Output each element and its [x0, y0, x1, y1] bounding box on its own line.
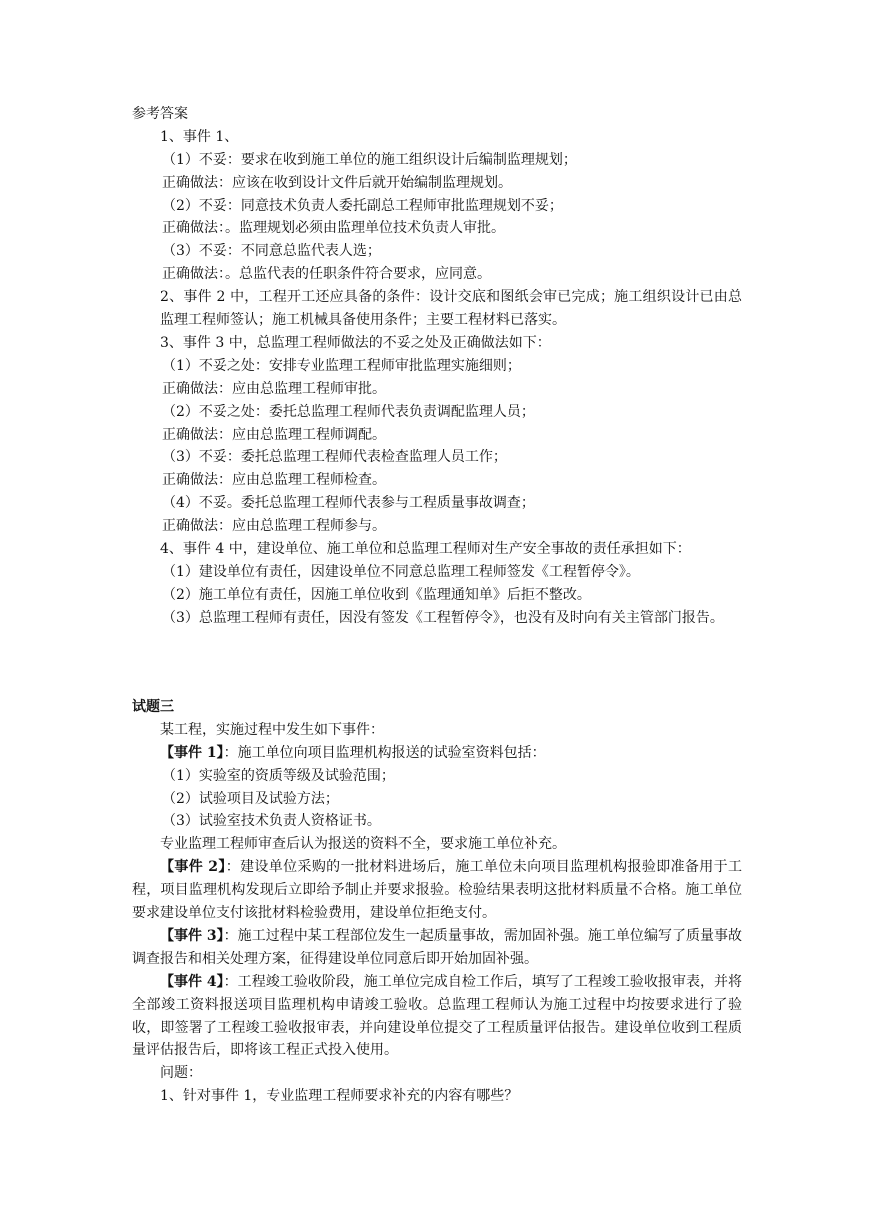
- answer-line: （4）不妥。委托总监理工程师代表参与工程质量事故调查；: [162, 495, 535, 512]
- answer-line: （1）不妥：要求在收到施工单位的施工组织设计后编制监理规划；: [162, 151, 577, 168]
- answer-line: 正确做法：。监理规划必须由监理单位技术负责人审批。: [162, 220, 505, 237]
- answer-line: （2）施工单位有责任，因施工单位收到《监理通知单》后拒不整改。: [162, 586, 591, 603]
- event-1-text: ：施工单位向项目监理机构报送的试验室资料包括：: [223, 744, 546, 761]
- event-3-label: 【事件 3】: [160, 927, 224, 944]
- event-3-text: ：施工过程中某工程部位发生一起质量事故，需加固补强。施工单位编写了质量事故调查报告和相关处理方案，征得建设单位同意后即开始加固补强。: [132, 927, 742, 967]
- answer-line: 正确做法：。总监代表的任职条件符合要求，应同意。: [162, 266, 491, 283]
- question-intro: 某工程，实施过程中发生如下事件：: [160, 721, 384, 738]
- event-2: [132, 856, 742, 925]
- question-section: [132, 696, 742, 1108]
- event-4: [132, 971, 742, 1063]
- event-3: [132, 925, 742, 971]
- question-heading: 试题三: [132, 699, 174, 715]
- answer-line: （3）不妥：委托总监理工程师代表检查监理人员工作；: [162, 449, 507, 466]
- event-2-label: 【事件 2】: [160, 859, 226, 876]
- answer-line: 正确做法：应由总监理工程师调配。: [162, 426, 386, 443]
- answer-line: 正确做法：应由总监理工程师参与。: [162, 518, 386, 535]
- answer-line: （2）不妥之处：委托总监理工程师代表负责调配监理人员；: [162, 403, 535, 420]
- answer-line: 4、事件 4 中，建设单位、施工单位和总监理工程师对生产安全事故的责任承担如下：: [160, 540, 691, 557]
- event-1: [132, 742, 742, 765]
- answer-line: 3、事件 3 中，总监理工程师做法的不妥之处及正确做法如下：: [160, 334, 551, 351]
- event-1-item: （2）试验项目及试验方法；: [162, 790, 339, 807]
- question-1: 1、针对事件 1，专业监理工程师要求补充的内容有哪些？: [160, 1088, 519, 1105]
- answer-paragraph-2: 2、事件 2 中，工程开工还应具备的条件：设计交底和图纸会审已完成；施工组织设计已由总监理工程师签认；施工机械具备使用条件；主要工程材料已落实。: [160, 289, 742, 329]
- answer-line: （2）不妥：同意技术负责人委托副总工程师审批监理规划不妥；: [162, 197, 563, 214]
- answer-heading: 参考答案: [132, 106, 188, 122]
- event-2-text: ：建设单位采购的一批材料进场后，施工单位未向项目监理机构报验即准备用于工程，项目监理机构发现后立即给予制止并要求报验。检验结果表明这批材料质量不合格。施工单位要求建设单位支付该批材料检验费用，建设单位拒绝支付。: [132, 859, 742, 922]
- answer-line: 1、事件 1、: [160, 128, 239, 145]
- answer-line: 正确做法：应该在收到设计文件后就开始编制监理规划。: [162, 174, 512, 191]
- event-1-item: （1）实验室的资质等级及试验范围；: [162, 767, 395, 784]
- answer-line: （3）不妥：不同意总监代表人选；: [162, 243, 381, 260]
- event-4-label: 【事件 4】: [160, 973, 224, 990]
- event-1-item: （3）试验室技术负责人资格证书。: [162, 813, 381, 830]
- event-1-label: 【事件 1】: [160, 744, 224, 761]
- answer-line: （1）建设单位有责任，因建设单位不同意总监理工程师签发《工程暂停令》。: [162, 563, 640, 580]
- event-4-text: ：工程竣工验收阶段，施工单位完成自检工作后，填写了工程竣工验收报审表，并将全部竣工资料报送项目监理机构申请竣工验收。总监理工程师认为施工过程中均按要求进行了验收，即签署了工程竣工验收报审表，并向建设单位提交了工程质量评估报告。建设单位收到工程质量评估报告后，即将该工程正式投入使用。: [132, 973, 742, 1059]
- answer-line: （1）不妥之处：安排专业监理工程师审批监理实施细则；: [162, 357, 521, 374]
- answer-line: 正确做法：应由总监理工程师审批。: [162, 380, 386, 397]
- answer-line: 正确做法：应由总监理工程师检查。: [162, 472, 386, 489]
- questions-label: 问题：: [160, 1065, 202, 1082]
- answer-paragraph-4-3: （3）总监理工程师有责任，因没有签发《工程暂停令》，也没有及时向有关主管部门报告。: [162, 609, 724, 626]
- answer-section: [132, 103, 742, 630]
- event-1-after: 专业监理工程师审查后认为报送的资料不全，要求施工单位补充。: [160, 836, 566, 853]
